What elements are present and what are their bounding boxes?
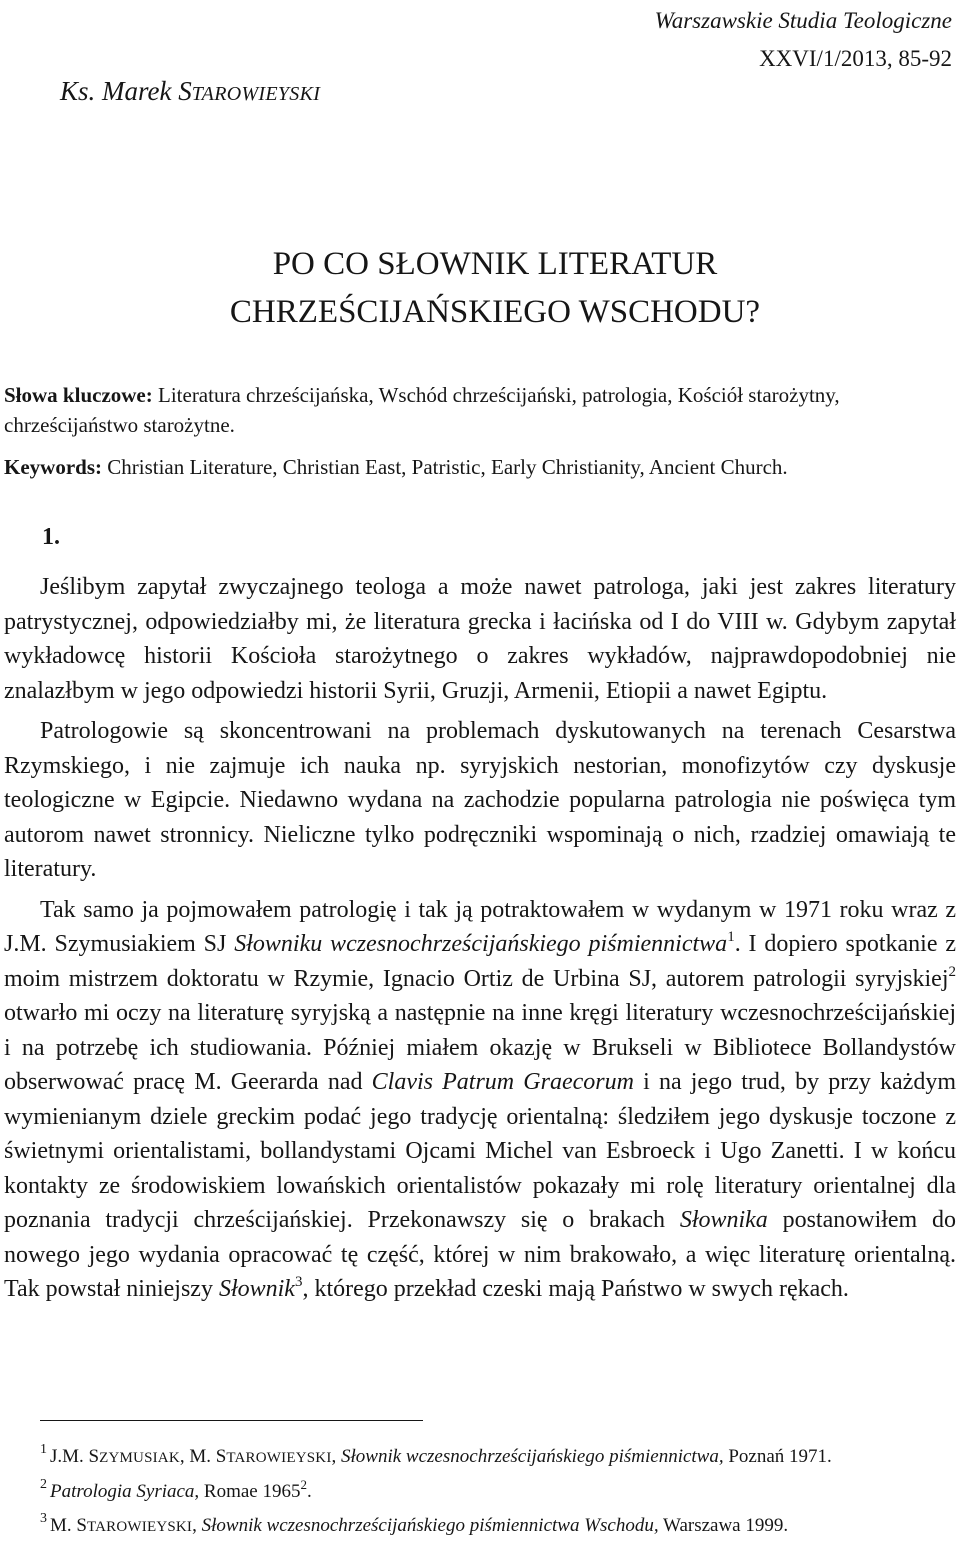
footnote-text: Poznań 1971. <box>723 1446 832 1467</box>
journal-issue: XXVI/1/2013, 85-92 <box>759 46 952 71</box>
footnote-text: . <box>307 1481 312 1502</box>
article-title <box>0 240 960 336</box>
footnote-author: TAROWIEYSKI <box>86 1519 193 1535</box>
author-name <box>60 76 320 107</box>
footnotes <box>0 1440 954 1544</box>
paragraph-3-text: , którego przekład czeski mają Państwo w swych rękach. <box>302 1276 849 1302</box>
footnote-text: J.M. S <box>50 1446 100 1467</box>
footnote-ref-3: 3 <box>294 1274 303 1290</box>
section-number: 1. <box>42 524 60 550</box>
italic-title: Clavis Patrum Graecorum <box>371 1069 634 1095</box>
paragraph-3-text: postanowiłem do nowego jego wydania opracować tę część, której w nim brakowało, a więc literaturę orientalną. Tak powstał niniejszy <box>4 1207 956 1302</box>
italic-title: Słownik <box>218 1276 295 1302</box>
keywords-polish <box>4 380 954 440</box>
title-line-2: CHRZEŚCIJAŃSKIEGO WSCHODU? <box>229 294 761 330</box>
title-line-1: PO CO SŁOWNIK LITERATUR <box>272 246 718 282</box>
footnote-text: , Romae 1965 <box>194 1481 301 1502</box>
keywords-english <box>4 452 954 482</box>
footnote-text: M. S <box>50 1515 87 1536</box>
keywords-english-text: Christian Literature, Christian East, Patristic, Early Christianity, Ancient Church. <box>102 455 788 479</box>
paragraph-1: Jeślibym zapytał zwyczajnego teologa a może nawet patrologa, jaki jest zakres literatury patrystycznej, odpowiedziałby mi, że literatura grecka i łacińska od I do VIII w. Gdybym zapytał wykładowcę historii Kościoła starożytnego o zakres wykładów, najprawdopodobniej nie znalazłbym w jego odpowiedzi historii Syrii, Gruzji, Armenii, Etiopii a nawet Egiptu. <box>4 574 956 704</box>
paragraph-3-text: i na jego trud, by przy każdym wymienianym dziele greckim podać jego tradycję orientalną: śledziłem jego dyskusje toczone z świetnymi orientalistami, bollandystami Ojcami Michel van Esbroeck i Ugo Zanetti. I w końcu kontakty ze środowiskiem lowańskich orientalistów pokazały mi rolę literatury orientalnej dla poznania tradycji chrześcijańskiej. Przekonawszy się o brakach <box>4 1069 957 1233</box>
journal-header <box>655 2 952 78</box>
footnote-text: , <box>192 1515 202 1536</box>
italic-title: Słowniku wczesnochrześcijańskiego piśmiennictwa <box>234 931 728 957</box>
footnote-text: Warszawa 1999. <box>658 1515 789 1536</box>
paragraph-2: Patrologowie są skoncentrowani na problemach dyskutowanych na terenach Cesarstwa Rzymskiego, i nie zajmuje ich nauka np. syryjskich nestorian, monofizytów czy dyskusje teologiczne w Egipcie. Niedawno wydana na zachodzie popularna patrologia nie poświęca tym autorom nawet stronnicy. Nieliczne tylko podręczniki wspominają o nich, rzadziej omawiają te literatury. <box>4 718 956 882</box>
footnote-ref-1: 1 <box>727 929 735 945</box>
footnote-divider <box>40 1420 423 1421</box>
footnote-title: Słownik wczesnochrześcijańskiego piśmiennictwa, <box>341 1446 724 1467</box>
keywords-polish-text: Literatura chrześcijańska, Wschód chrześcijański, patrologia, Kościół starożytny, chrześcijaństwo starożytne. <box>4 383 840 437</box>
author-prefix: Ks. Marek S <box>60 76 192 106</box>
footnote-author: ZYMUSIAK <box>99 1450 180 1466</box>
footnote-3 <box>0 1509 954 1544</box>
footnote-1 <box>0 1440 954 1475</box>
footnote-author: TAROWIEYSKI <box>226 1450 332 1466</box>
paragraph-3 <box>4 893 956 1307</box>
footnote-number: 3 <box>40 1511 47 1526</box>
footnote-ref-2: 2 <box>948 963 956 980</box>
keywords-english-label: Keywords: <box>4 455 102 479</box>
footnote-title: Patrologia Syriaca <box>50 1481 195 1502</box>
keywords-polish-label: Słowa kluczowe: <box>4 383 153 407</box>
footnote-number: 1 <box>40 1442 47 1457</box>
footnote-number: 2 <box>40 1477 47 1492</box>
footnote-edition: 2 <box>300 1477 307 1492</box>
article-body <box>4 570 956 1313</box>
footnote-2 <box>0 1475 954 1509</box>
paragraph-3-text: . I dopiero spotkanie z moim mistrzem doktoratu w Rzymie, Ignacio Ortiz de Urbina SJ, autorem patrologii syryjskiej <box>4 931 956 992</box>
paragraph-3-text: otwarło mi oczy na literaturę syryjską a następnie na inne kręgi literatury wczesnochrześcijańskiej i na potrzebę ich studiowania. Później miałem okazję w Brukseli w Bibliotece Bollandystów obserwować pracę M. Geerarda nad <box>4 1000 956 1095</box>
italic-title: Słownika <box>679 1207 768 1233</box>
author-surname: TAROWIEYSKI <box>191 83 321 105</box>
footnote-text: , <box>331 1446 342 1467</box>
journal-name: Warszawskie Studia Teologiczne <box>654 8 952 33</box>
footnote-title: Słownik wczesnochrześcijańskiego piśmiennictwa Wschodu, <box>201 1515 659 1536</box>
paragraph-3-text: Tak samo ja pojmowałem patrologię i tak ją potraktowałem w wydanym w 1971 roku wraz z J.M. Szymusiakiem SJ <box>4 896 956 957</box>
footnote-text: , M. S <box>179 1446 227 1467</box>
